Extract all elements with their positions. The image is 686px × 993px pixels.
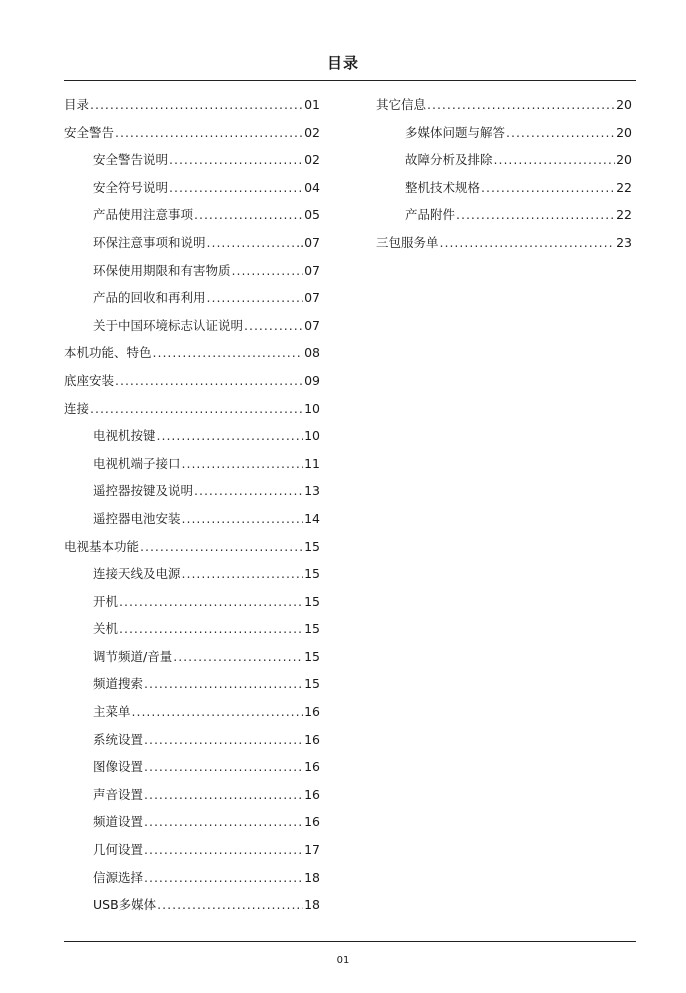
toc-entry[interactable] [64, 505, 320, 533]
toc-entry[interactable] [64, 533, 320, 561]
toc-entry[interactable] [64, 395, 320, 423]
toc-entry-page: 01 [304, 97, 320, 112]
toc-entry-label: 产品的回收和再利用 [93, 290, 206, 306]
toc-left-column [64, 91, 320, 919]
toc-entry[interactable] [64, 781, 320, 809]
toc-entry-label: 环保注意事项和说明 [93, 234, 206, 250]
toc-entry-page: 20 [616, 97, 632, 112]
toc-entry[interactable] [64, 615, 320, 643]
toc-entry-label: 目录 [64, 97, 90, 112]
toc-entry[interactable] [64, 588, 320, 616]
toc-entry-page: 11 [304, 455, 320, 471]
toc-entry-page: 16 [304, 731, 320, 747]
toc-entry[interactable] [64, 450, 320, 478]
dot-leader [481, 174, 615, 202]
toc-entry[interactable] [376, 174, 632, 202]
toc-entry-label: 频道设置 [93, 814, 144, 830]
toc-entry-page: 04 [304, 179, 320, 195]
toc-entry[interactable] [376, 119, 632, 147]
toc-entry-page: 10 [304, 428, 320, 444]
toc-entry-label: 图像设置 [93, 759, 144, 775]
toc-entry[interactable] [64, 339, 320, 367]
dot-leader [169, 146, 303, 174]
dot-leader [90, 91, 303, 119]
toc-entry[interactable] [64, 753, 320, 781]
toc-entry-label: 声音设置 [93, 786, 144, 802]
toc-entry-page: 16 [304, 786, 320, 802]
dot-leader [506, 119, 615, 147]
toc-entry-page: 15 [304, 676, 320, 692]
toc-entry-page: 16 [304, 759, 320, 775]
dot-leader [144, 670, 303, 698]
toc-entry[interactable] [376, 91, 632, 119]
toc-entry-label: 安全警告 [64, 124, 115, 140]
dot-leader [207, 229, 296, 257]
dot-leader [173, 643, 303, 671]
toc-entry[interactable] [64, 174, 320, 202]
toc-entry-page: 15 [304, 538, 320, 554]
dot-leader [207, 284, 304, 312]
toc-entry-label: 连接 [64, 400, 90, 416]
dot-leader [144, 836, 303, 864]
toc-entry-page: 14 [304, 510, 320, 526]
dot-leader [169, 174, 303, 202]
toc-entry-page: 09 [304, 372, 320, 388]
toc-entry-label: 开机 [93, 593, 119, 609]
toc-entry[interactable] [64, 477, 320, 505]
dot-leader [232, 257, 304, 285]
dot-leader [144, 753, 303, 781]
toc-entry-page: 02 [304, 124, 320, 140]
toc-entry-label: 三包服务单 [376, 234, 439, 250]
toc-entry-label: 电视机按键 [93, 428, 156, 444]
toc-entry-label: USB多媒体 [93, 897, 157, 913]
toc-entry[interactable] [64, 201, 320, 229]
toc-entry-label: 调节频道/音量 [93, 648, 173, 664]
toc-entry-page: ..07 [296, 234, 320, 250]
toc-entry[interactable] [376, 201, 632, 229]
toc-entry-label: 系统设置 [93, 731, 144, 747]
toc-entry[interactable] [64, 698, 320, 726]
toc-entry-label: 产品附件 [405, 207, 456, 223]
toc-right-column [376, 91, 632, 257]
dot-leader [157, 891, 303, 919]
toc-entry-page: 10 [304, 400, 320, 416]
toc-entry-label: 关机 [93, 621, 119, 637]
bottom-divider [64, 941, 636, 942]
toc-entry-page: 18 [304, 869, 320, 885]
toc-entry-label: 信源选择 [93, 869, 144, 885]
toc-entry[interactable] [64, 257, 320, 285]
dot-leader [115, 367, 303, 395]
toc-entry-page: 15 [304, 648, 320, 664]
dot-leader [115, 119, 303, 147]
dot-leader [182, 505, 304, 533]
toc-entry-label: 其它信息 [376, 97, 427, 112]
dot-leader [427, 91, 615, 119]
dot-leader [494, 146, 616, 174]
dot-leader [119, 615, 303, 643]
dot-leader [140, 533, 303, 561]
dot-leader [144, 808, 303, 836]
toc-entry-page: 22 [616, 207, 632, 223]
toc-entry[interactable] [64, 367, 320, 395]
dot-leader [144, 781, 303, 809]
dot-leader [157, 422, 304, 450]
toc-entry-page: 15 [304, 566, 320, 582]
page-number: 01 [336, 955, 350, 966]
toc-entry[interactable] [64, 808, 320, 836]
toc-entry[interactable] [376, 146, 632, 174]
dot-leader [153, 339, 304, 367]
toc-entry-label: 环保使用期限和有害物质 [93, 262, 231, 278]
toc-entry[interactable] [64, 726, 320, 754]
toc-entry-label: 电视基本功能 [64, 538, 140, 554]
toc-entry-label: 故障分析及排除 [405, 152, 493, 168]
toc-entry-page: 15 [304, 593, 320, 609]
toc-entry-page: 02 [304, 152, 320, 168]
page-title: 目录 [326, 54, 359, 72]
toc-entry-page: 08 [304, 345, 320, 361]
dot-leader [182, 450, 304, 478]
toc-entry-label: 关于中国环境标志认证说明 [93, 317, 244, 333]
toc-entry-page: 23 [616, 234, 632, 250]
dot-leader [119, 588, 303, 616]
toc-entry-page: 20 [616, 124, 632, 140]
toc-entry-page: 07 [304, 262, 320, 278]
dot-leader [144, 726, 303, 754]
toc-entry[interactable] [64, 229, 320, 257]
toc-entry-label: 多媒体问题与解答 [405, 124, 506, 140]
dot-leader [182, 560, 304, 588]
toc-entry-page: 20 [616, 152, 632, 168]
dot-leader [456, 201, 615, 229]
toc-entry[interactable] [64, 864, 320, 892]
toc-entry-page: 18 [304, 897, 320, 913]
dot-leader [90, 395, 303, 423]
toc-entry-label: 安全警告说明 [93, 152, 169, 168]
dot-leader [440, 229, 616, 257]
toc-entry-page: 22 [616, 179, 632, 195]
toc-entry[interactable] [376, 229, 632, 257]
toc-entry-label: 主菜单 [93, 704, 131, 720]
toc-entry-label: 频道搜索 [93, 676, 144, 692]
toc-entry[interactable] [64, 146, 320, 174]
toc-entry[interactable] [64, 422, 320, 450]
toc-entry-label: 电视机端子接口 [93, 455, 181, 471]
toc-entry[interactable] [64, 891, 320, 919]
toc-entry[interactable] [64, 670, 320, 698]
dot-leader [194, 201, 303, 229]
toc-entry-label: 遥控器按键及说明 [93, 483, 194, 499]
toc-entry[interactable] [64, 643, 320, 671]
toc-entry[interactable] [64, 284, 320, 312]
toc-entry-page: 16 [304, 814, 320, 830]
toc-entry-page: 16 [304, 704, 320, 720]
dot-leader [194, 477, 303, 505]
toc-entry-label: 产品使用注意事项 [93, 207, 194, 223]
dot-leader [132, 698, 304, 726]
dot-leader [144, 864, 303, 892]
toc-entry[interactable] [64, 560, 320, 588]
toc-entry[interactable] [64, 91, 320, 119]
toc-entry-label: 几何设置 [93, 842, 144, 858]
toc-entry-page: 07 [304, 290, 320, 306]
toc-entry[interactable] [64, 312, 320, 340]
top-divider [64, 80, 636, 81]
toc-entry-page: 13 [304, 483, 320, 499]
toc-entry-label: 整机技术规格 [405, 179, 481, 195]
toc-entry-label: 本机功能、特色 [64, 345, 152, 361]
toc-entry-page: 15 [304, 621, 320, 637]
toc-entry[interactable] [64, 119, 320, 147]
toc-entry-label: 底座安装 [64, 372, 115, 388]
toc-entry-page: 05 [304, 207, 320, 223]
toc-entry-page: 07 [304, 317, 320, 333]
toc-entry-label: 安全符号说明 [93, 179, 169, 195]
toc-entry-label: 连接天线及电源 [93, 566, 181, 582]
toc-entry-label: 遥控器电池安装 [93, 510, 181, 526]
toc-entry[interactable] [64, 836, 320, 864]
dot-leader [244, 312, 303, 340]
toc-entry-page: 17 [304, 842, 320, 858]
